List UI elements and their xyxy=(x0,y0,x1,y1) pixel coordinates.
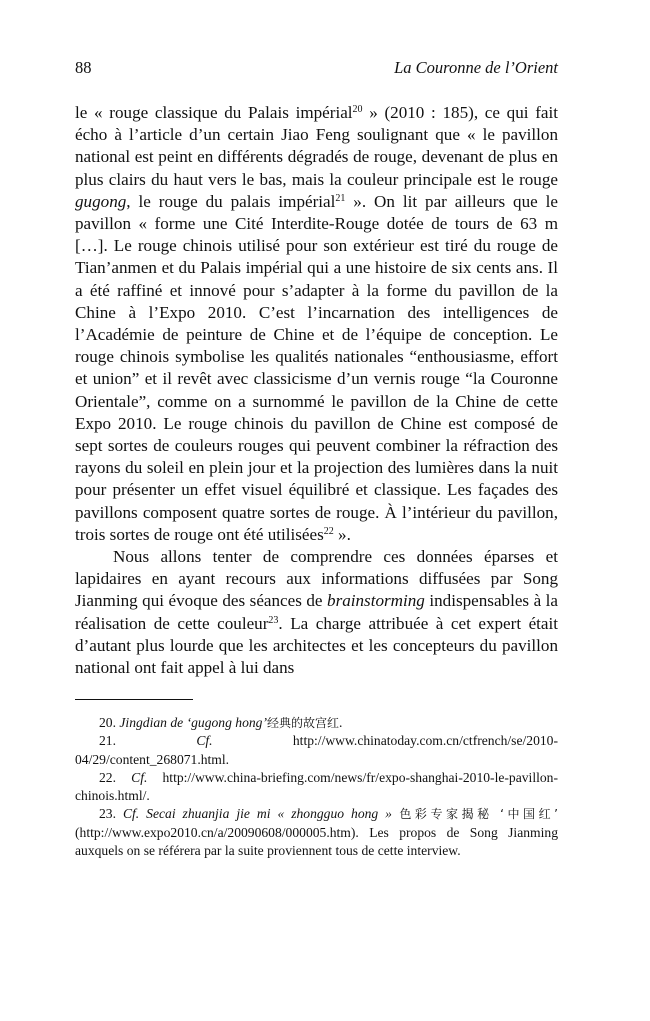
footnote-21 xyxy=(75,732,558,768)
text-span: . La charge attribuée à cet expert était d’autant plus lourde que les architectes et les concepteurs du pavillon national ont fait appel à lui dans xyxy=(75,613,559,678)
footnote-22 xyxy=(75,769,558,805)
footnote-divider xyxy=(75,699,193,700)
footnote-italic: Cf. Secai zhuanjia jie mi « zhongguo hong » xyxy=(122,806,392,822)
footnote-italic: Cf. xyxy=(131,769,148,785)
text-span: ». On lit par ailleurs que le pavillon « forme une Cité Interdite-Rouge dotée de tours de 63 m […]. Le rouge chinois utilisé pour son extérieur est tiré du rouge de Tian’anmen et du Palais impérial qui a une histoire de six cents ans. Il a été raffiné et innové pour s’adapter à la forme du pavillon de la Chine à l’Expo 2010. C’est l’incarnation des intelligences de l’Académie de peinture de Chine et de l’équipe de conception. Le rouge chinois symbolise les qualités nationales “enthousiasme, effort et union” et il revêt avec classicisme d’un vernis rouge “la Couronne Orientale”, comme on a surnommé le pavillon de la Chine de cette Expo 2010. Le rouge chinois du pavillon de Chine est composé de sept sortes de couleurs rouges qui peuvent combiner la réfraction des rayons du soleil en plein jour et la projection des lumières dans la nuit pour présenter un effet visuel équilibré et classique. Les façades des pavillons composent quatre sortes de rouge. À l’intérieur du pavillon, trois sortes de rouge ont été utilisées xyxy=(75,191,558,544)
text-span: ». xyxy=(333,524,351,544)
footnote-ref-21[interactable]: 21 xyxy=(335,192,346,204)
footnote-number: 21. xyxy=(99,733,197,749)
footnote-link[interactable]: http://www.chinatoday.com.cn/ctfrench/se/2010-04/29/content_268071.html. xyxy=(75,733,558,767)
footnote-link[interactable]: http://www.china-briefing.com/news/fr/expo-shanghai-2010-le-pavillon-chinois.html/. xyxy=(75,769,558,804)
text-span: , le rouge du palais impérial xyxy=(126,191,336,211)
running-title: La Couronne de l’Orient xyxy=(394,58,558,77)
footnote-ref-22[interactable]: 22 xyxy=(323,525,334,537)
paragraph-2 xyxy=(75,546,558,679)
footnotes xyxy=(75,714,558,860)
footnote-italic: Jingdian de ‘gugong hong’ xyxy=(119,715,268,731)
footnote-number: 22. xyxy=(99,769,132,785)
footnote-ref-23[interactable]: 23 xyxy=(268,614,279,626)
text-span: » (2010 : 185), ce qui fait écho à l’article d’un certain Jiao Feng soulignant que « le pavillon national est peint en différents dégradés de rouge, devenant de plus en plus clairs du haut vers le bas, mais la couleur principale est le rouge xyxy=(75,103,558,189)
main-text xyxy=(75,102,558,679)
footnote-ref-20[interactable]: 20 xyxy=(352,104,363,115)
footnote-number: 23. xyxy=(99,806,123,822)
page-number: 88 xyxy=(75,58,92,77)
italic-term-gugong: gugong xyxy=(75,191,127,211)
footnote-20 xyxy=(75,714,558,732)
text-span: le « rouge classique du Palais impérial xyxy=(75,103,353,122)
running-header xyxy=(75,58,558,80)
text-span: Nous allons tenter de comprendre ces données éparses et lapidaires en ayant recours aux informations diffusées par Song Jianming qui évoque des séances de xyxy=(75,547,558,611)
footnote-text: (http://www.expo2010.cn/a/20090608/000005.htm). Les propos de Song Jianming auxquels on se référera par la suite proviennent tous de cette interview. xyxy=(75,824,558,858)
footnote-cjk: 经典的故宫红 xyxy=(267,716,340,731)
footnote-italic: Cf. xyxy=(196,733,213,749)
footnote-text: . xyxy=(339,715,343,731)
italic-term-brainstorming: brainstorming xyxy=(327,591,425,611)
footnote-23 xyxy=(75,805,558,860)
footnote-cjk: 色彩专家揭秘 ‘中国红’ xyxy=(391,807,558,822)
text-span: indispensables à la réalisation de cette couleur xyxy=(75,591,558,633)
footnote-number: 20. xyxy=(99,715,120,731)
paragraph-1 xyxy=(75,102,558,546)
book-page xyxy=(75,58,558,860)
